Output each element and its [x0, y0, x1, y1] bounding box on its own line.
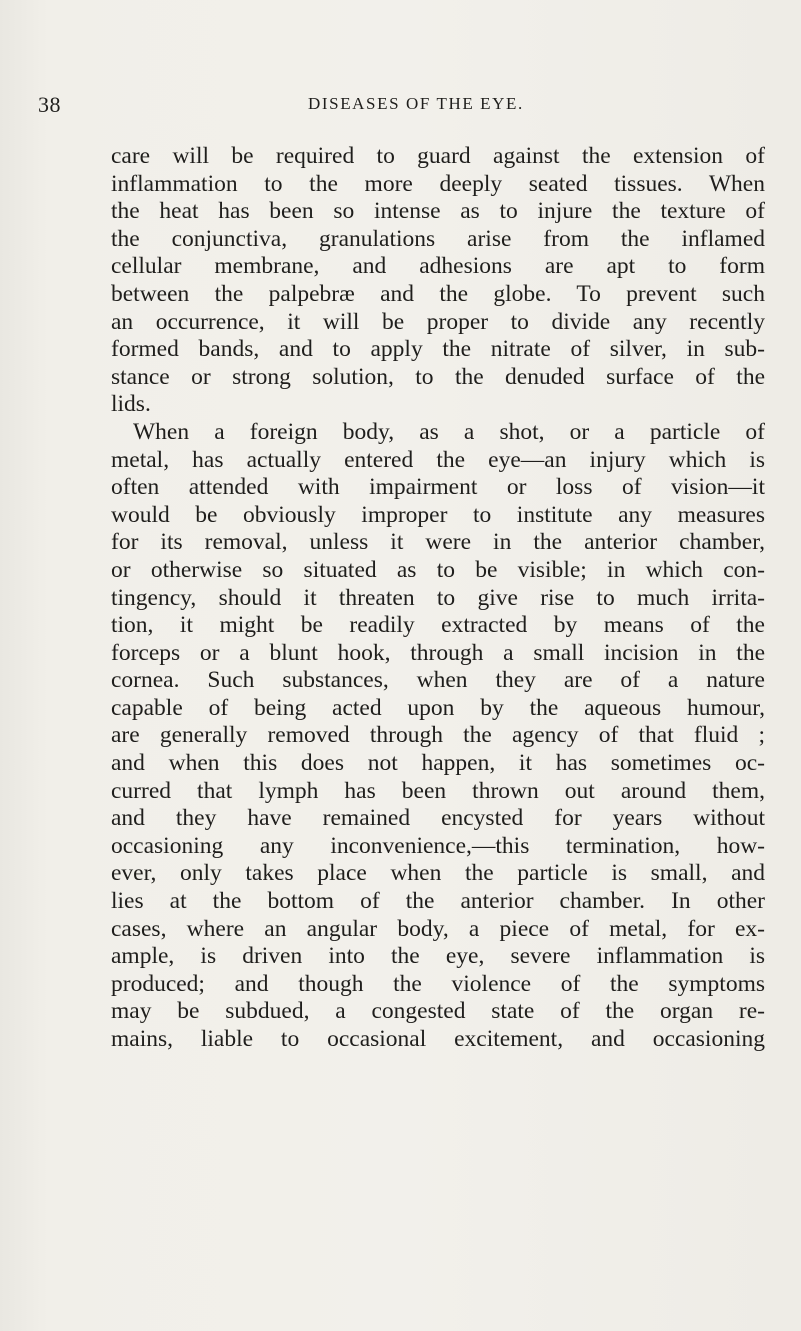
- text-line: inflammation to the more deeply seated tissues. When: [111, 170, 765, 197]
- text-line: for its removal, unless it were in the anterior chamber,: [111, 529, 765, 556]
- text-line: an occurrence, it will be proper to divide any recently: [111, 308, 765, 335]
- text-line: often attended with impairment or loss of vision—it: [111, 474, 765, 501]
- text-line: cornea. Such substances, when they are of a nature: [111, 667, 765, 694]
- text-line: ever, only takes place when the particle is small, and: [111, 860, 765, 887]
- page-header: [38, 92, 738, 120]
- text-line: mains, liable to occasional excitement, and occasioning: [111, 1026, 765, 1052]
- text-line: cases, where an angular body, a piece of metal, for ex-: [111, 915, 765, 942]
- page-number: 38: [38, 92, 61, 117]
- text-line: curred that lymph has been thrown out around them,: [111, 777, 765, 804]
- text-line: When a foreign body, as a shot, or a particle of: [133, 418, 765, 445]
- text-line: capable of being acted upon by the aqueous humour,: [111, 694, 765, 721]
- text-line: produced; and though the violence of the symptoms: [111, 970, 765, 997]
- text-line: metal, has actually entered the eye—an injury which is: [111, 446, 765, 473]
- text-line: occasioning any inconvenience,—this termination, how-: [111, 832, 765, 859]
- text-line: lids.: [111, 391, 151, 418]
- text-line: ample, is driven into the eye, severe inflammation is: [111, 943, 765, 970]
- body-text: [111, 143, 765, 1054]
- text-line: cellular membrane, and adhesions are apt to form: [111, 253, 765, 280]
- text-line: the heat has been so intense as to injure the texture of: [111, 198, 765, 225]
- running-head: DISEASES OF THE EYE.: [308, 94, 524, 113]
- text-line: the conjunctiva, granulations arise from the inflamed: [111, 225, 765, 252]
- text-line: would be obviously improper to institute any measures: [111, 501, 765, 528]
- text-line: tion, it might be readily extracted by means of the: [111, 612, 765, 639]
- text-line: or otherwise so situated as to be visible; in which con-: [111, 556, 765, 583]
- text-line: may be subdued, a congested state of the organ re-: [111, 998, 765, 1025]
- text-line: care will be required to guard against the extension of: [111, 143, 765, 169]
- text-line: tingency, should it threaten to give rise to much irrita-: [111, 584, 765, 611]
- text-line: forceps or a blunt hook, through a small incision in the: [111, 639, 765, 666]
- text-line: stance or strong solution, to the denuded surface of the: [111, 363, 765, 390]
- text-line: and when this does not happen, it has sometimes oc-: [111, 750, 765, 777]
- text-line: lies at the bottom of the anterior chamber. In other: [111, 888, 765, 915]
- text-line: formed bands, and to apply the nitrate of silver, in sub-: [111, 336, 765, 363]
- text-line: are generally removed through the agency of that fluid ;: [111, 722, 765, 749]
- text-line: and they have remained encysted for years without: [111, 805, 765, 832]
- text-line: between the palpebræ and the globe. To prevent such: [111, 280, 765, 307]
